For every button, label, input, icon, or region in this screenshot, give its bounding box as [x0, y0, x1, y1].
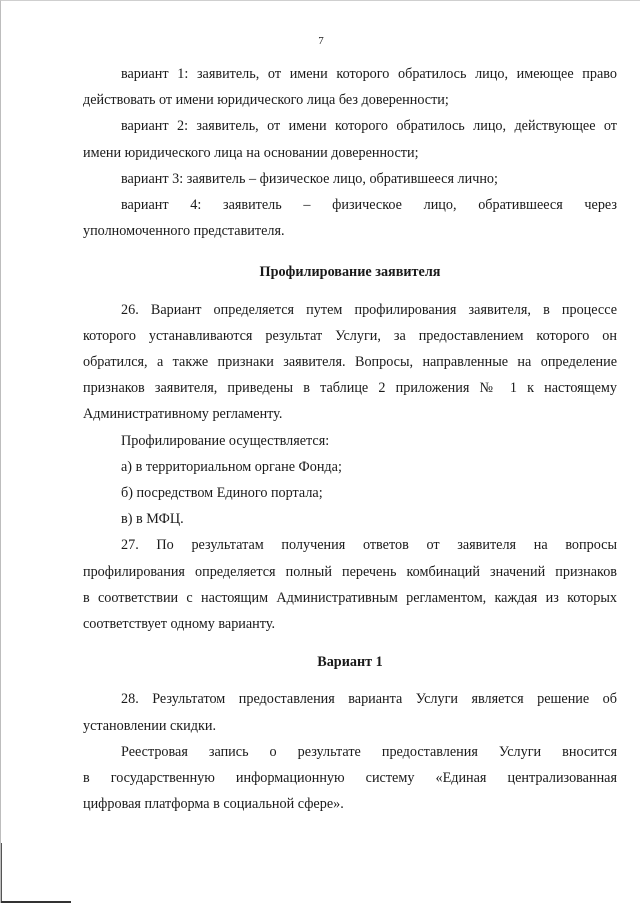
paragraph	[83, 506, 617, 532]
text-line: б) посредством Единого портала;	[121, 485, 323, 502]
paragraph	[83, 454, 617, 480]
variant-1-section	[83, 686, 617, 817]
section-heading-profiling: Профилирование заявителя	[259, 264, 441, 281]
paragraph	[83, 739, 617, 818]
text-line: 28. Результатом предоставления варианта Услуги является решение об	[121, 691, 617, 708]
text-line: вариант 2: заявитель, от имени которого обратилось лицо, действующее от	[121, 118, 617, 135]
text-line: цифровая платформа в социальной сфере».	[83, 796, 344, 813]
text-line: Административному регламенту.	[83, 406, 283, 423]
paragraph	[83, 297, 617, 428]
document-body	[83, 61, 617, 817]
paragraph	[83, 113, 617, 165]
text-line: которого устанавливаются результат Услуги, за предоставлением которого он	[83, 327, 617, 344]
text-line: действовать от имени юридического лица без доверенности;	[83, 92, 449, 109]
profiling-section	[83, 297, 617, 638]
paragraph	[83, 61, 617, 113]
text-line: имени юридического лица на основании доверенности;	[83, 144, 419, 161]
section-heading-variant-1: Вариант 1	[317, 654, 383, 671]
text-line: уполномоченного представителя.	[83, 223, 285, 240]
text-line: обратился, а также признаки заявителя. Вопросы, направленные на определение	[83, 354, 617, 371]
page-number: 7	[318, 35, 324, 47]
text-line: профилирования определяется полный перечень комбинаций значений признаков	[83, 563, 617, 580]
text-line: в соответствии с настоящим Административным регламентом, каждая из которых	[83, 589, 617, 606]
paragraph	[83, 192, 617, 244]
text-line: вариант 3: заявитель – физическое лицо, обратившееся лично;	[121, 170, 498, 187]
text-line: признаков заявителя, приведены в таблице 2 приложения № 1 к настоящему	[83, 380, 617, 397]
text-line: 27. По результатам получения ответов от заявителя на вопросы	[121, 537, 617, 554]
text-line: соответствует одному варианту.	[83, 616, 275, 633]
text-line: установлении скидки.	[83, 717, 216, 734]
text-line: вариант 4: заявитель – физическое лицо, обратившееся через	[121, 197, 617, 214]
variants-list	[83, 61, 617, 244]
text-line: в государственную информационную систему «Единая централизованная	[83, 770, 617, 787]
scan-edge-mark	[1, 843, 2, 903]
paragraph	[83, 428, 617, 454]
text-line: Реестровая запись о результате предоставления Услуги вносится	[121, 743, 617, 760]
text-line: 26. Вариант определяется путем профилирования заявителя, в процессе	[121, 301, 617, 318]
paragraph	[83, 166, 617, 192]
text-line: в) в МФЦ.	[121, 511, 184, 528]
text-line: вариант 1: заявитель, от имени которого обратилось лицо, имеющее право	[121, 66, 617, 82]
text-line: Профилирование осуществляется:	[121, 432, 330, 449]
text-line: а) в территориальном органе Фонда;	[121, 458, 342, 475]
paragraph	[83, 480, 617, 506]
paragraph	[83, 686, 617, 738]
paragraph	[83, 532, 617, 637]
